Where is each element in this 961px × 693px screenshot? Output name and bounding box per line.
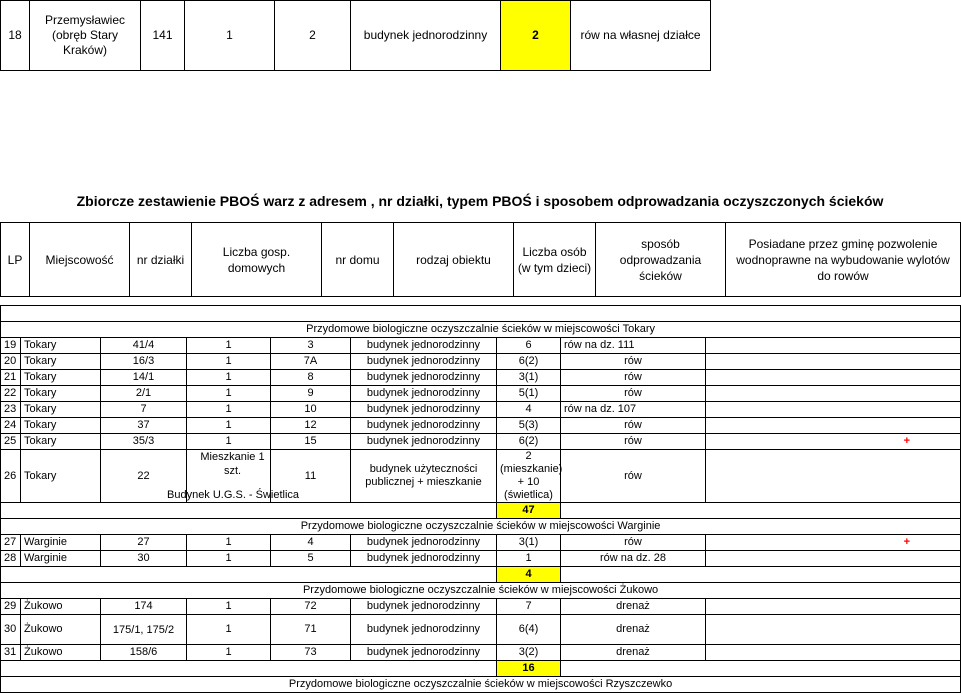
total-spacer — [1, 661, 497, 677]
cell-nr-dzialki: 22 — [101, 450, 187, 503]
cell-miejscowosc: Tokary — [21, 370, 101, 386]
cell-nr-domu: 72 — [271, 599, 351, 615]
cell-nr-dzialki: 158/6 — [101, 645, 187, 661]
cell-nr-domu: 2 — [275, 1, 351, 71]
page-title: Zbiorcze zestawienie PBOŚ warz z adresem , nr działki, typem PBOŚ i sposobem odprowadzania oczyszczonych ścieków — [76, 193, 884, 209]
cell-pozwolenie — [706, 450, 961, 503]
table-row — [1, 402, 961, 418]
cell-nr-dzialki: 7 — [101, 402, 187, 418]
cell-sposob: rów na dz. 111 — [561, 338, 706, 354]
cell-rodzaj: budynek jednorodzinny — [351, 418, 497, 434]
cell-miejscowosc: Żukowo — [21, 599, 101, 615]
cell-liczba-osob: 6 — [497, 338, 561, 354]
cell-nr-dzialki: 27 — [101, 535, 187, 551]
cell-miejscowosc: Przemysławiec (obręb Stary Kraków) — [30, 1, 141, 71]
cell-liczba-gosp: 1 — [187, 386, 271, 402]
cell-nr-domu: 11 — [271, 450, 351, 503]
cell-rodzaj: budynek jednorodzinny — [351, 615, 497, 645]
cell-sposob: drenaż — [561, 645, 706, 661]
cell-nr-domu: 15 — [271, 434, 351, 450]
cell-pozwolenie — [706, 645, 961, 661]
spacer-row — [1, 306, 961, 322]
cell-rodzaj: budynek jednorodzinny — [351, 354, 497, 370]
cell-rodzaj: budynek jednorodzinny — [351, 535, 497, 551]
cell-pozwolenie — [706, 354, 961, 370]
cell-liczba-osob: 1 — [497, 551, 561, 567]
cell-lp: 20 — [1, 354, 21, 370]
total-zukowo: 16 — [497, 661, 561, 677]
cell-nr-dzialki: 30 — [101, 551, 187, 567]
cell-lp: 28 — [1, 551, 21, 567]
header-liczba-gosp: Liczba gosp. domowych — [192, 223, 322, 297]
cell-nr-domu: 8 — [271, 370, 351, 386]
cell-nr-domu: 73 — [271, 645, 351, 661]
cell-pozwolenie — [706, 386, 961, 402]
section-header-warginie: Przydomowe biologiczne oczyszczalnie ścieków w miejscowości Warginie — [1, 519, 961, 535]
cell-miejscowosc: Tokary — [21, 418, 101, 434]
cell-miejscowosc: Warginie — [21, 535, 101, 551]
header-table — [0, 222, 961, 297]
header-rodzaj: rodzaj obiektu — [394, 223, 514, 297]
cell-nr-dzialki: 141 — [141, 1, 185, 71]
cell-sposob: drenaż — [561, 599, 706, 615]
cell-lp: 26 — [1, 450, 21, 503]
cell-liczba-osob: 3(1) — [497, 535, 561, 551]
cell-miejscowosc: Tokary — [21, 402, 101, 418]
total-spacer — [1, 567, 497, 583]
cell-lp: 21 — [1, 370, 21, 386]
cell-nr-dzialki: 37 — [101, 418, 187, 434]
table-row — [1, 615, 961, 645]
cell-rodzaj: budynek jednorodzinny — [351, 1, 501, 71]
header-pozwolenie: Posiadane przez gminę pozwolenie wodnoprawne na wybudowanie wylotów do rowów — [726, 223, 961, 297]
cell-sposob: rów — [561, 354, 706, 370]
total-row-zukowo — [1, 661, 961, 677]
cell-lp: 25 — [1, 434, 21, 450]
cell-lp: 31 — [1, 645, 21, 661]
total-row-tokary — [1, 503, 961, 519]
cell-miejscowosc: Tokary — [21, 386, 101, 402]
cell-liczba-gosp: 1 — [187, 434, 271, 450]
cell-liczba-gosp: 1 — [187, 535, 271, 551]
cell-liczba-osob: 5(1) — [497, 386, 561, 402]
cell-liczba-gosp: 1 — [187, 338, 271, 354]
table-row — [1, 370, 961, 386]
cell-liczba-gosp: 1 — [187, 615, 271, 645]
cell-rodzaj: budynek jednorodzinny — [351, 434, 497, 450]
cell-liczba-osob: 6(2) — [497, 354, 561, 370]
cell-miejscowosc: Żukowo — [21, 645, 101, 661]
total-spacer — [1, 503, 497, 519]
gosp-mieszkanie: Mieszkanie 1 szt. — [200, 451, 265, 477]
cell-miejscowosc: Tokary — [21, 338, 101, 354]
cell-lp: 23 — [1, 402, 21, 418]
cell-miejscowosc: Tokary — [21, 354, 101, 370]
cell-rodzaj: budynek jednorodzinny — [351, 370, 497, 386]
cell-lp: 22 — [1, 386, 21, 402]
cell-sposob: rów — [561, 418, 706, 434]
cell-pozwolenie — [706, 370, 961, 386]
cell-sposob: rów — [561, 370, 706, 386]
cell-liczba-gosp: 1 — [187, 645, 271, 661]
cell-lp: 27 — [1, 535, 21, 551]
section-header-rzyszczewko: Przydomowe biologiczne oczyszczalnie ścieków w miejscowości Rzyszczewko — [1, 677, 961, 693]
cell-rodzaj: budynek jednorodzinny — [351, 338, 497, 354]
cell-miejscowosc: Warginie — [21, 551, 101, 567]
cell-sposob: drenaż — [561, 615, 706, 645]
total-spacer-right — [561, 661, 961, 677]
header-nr-dzialki: nr działki — [130, 223, 192, 297]
total-warginie: 4 — [497, 567, 561, 583]
cell-miejscowosc: Tokary — [21, 434, 101, 450]
cell-sposob: rów na własnej działce — [571, 1, 711, 71]
cell-sposob: rów na dz. 28 — [561, 551, 706, 567]
cell-nr-dzialki: 41/4 — [101, 338, 187, 354]
cell-nr-domu: 7A — [271, 354, 351, 370]
cell-miejscowosc: Żukowo — [21, 615, 101, 645]
cell-rodzaj: budynek jednorodzinny — [351, 402, 497, 418]
cell-liczba-gosp: 1 — [185, 1, 275, 71]
cell-liczba-gosp: 1 — [187, 551, 271, 567]
table-row — [1, 551, 961, 567]
cell-liczba-osob: 6(2) — [497, 434, 561, 450]
total-tokary: 47 — [497, 503, 561, 519]
gosp-swietlica: Budynek U.G.S. - Świetlica — [167, 489, 300, 501]
cell-liczba-gosp: 1 — [187, 599, 271, 615]
cell-lp: 24 — [1, 418, 21, 434]
table-row — [1, 450, 961, 503]
total-spacer-right — [561, 567, 961, 583]
cell-miejscowosc: Tokary — [21, 450, 101, 503]
cell-nr-dzialki: 2/1 — [101, 386, 187, 402]
table-row — [1, 599, 961, 615]
cell-liczba-osob: 4 — [497, 402, 561, 418]
cell-sposob: rów — [561, 535, 706, 551]
header-liczba-osob: Liczba osób (w tym dzieci) — [514, 223, 596, 297]
cell-nr-dzialki: 35/3 — [101, 434, 187, 450]
table-row — [1, 418, 961, 434]
header-sposob: sposób odprowadzania ścieków — [596, 223, 726, 297]
cell-lp: 18 — [1, 1, 30, 71]
cell-rodzaj: budynek użyteczności publicznej + mieszkanie — [351, 450, 497, 503]
cell-liczba-gosp: 1 — [187, 354, 271, 370]
table-row — [1, 535, 961, 551]
cell-liczba-gosp — [167, 450, 300, 503]
cell-pozwolenie — [706, 338, 961, 354]
cell-nr-domu: 4 — [271, 535, 351, 551]
cell-lp: 29 — [1, 599, 21, 615]
data-table — [0, 305, 961, 693]
cell-nr-dzialki: 174 — [101, 599, 187, 615]
cell-liczba-gosp: 1 — [187, 402, 271, 418]
header-miejscowosc: Miejscowość — [30, 223, 130, 297]
table-row — [1, 338, 961, 354]
table-row — [1, 645, 961, 661]
cell-nr-dzialki: 14/1 — [101, 370, 187, 386]
cell-pozwolenie — [706, 599, 961, 615]
cell-pozwolenie: + — [706, 434, 961, 450]
top-row-table — [0, 0, 711, 71]
cell-liczba-osob: 2 — [501, 1, 571, 71]
cell-liczba-osob: 3(1) — [497, 370, 561, 386]
cell-nr-domu: 3 — [271, 338, 351, 354]
cell-rodzaj: budynek jednorodzinny — [351, 599, 497, 615]
cell-rodzaj: budynek jednorodzinny — [351, 551, 497, 567]
cell-liczba-osob: 2 (mieszkanie) + 10 (świetlica) — [497, 450, 561, 503]
cell-rodzaj: budynek jednorodzinny — [351, 645, 497, 661]
cell-liczba-osob: 7 — [497, 599, 561, 615]
cell-lp: 19 — [1, 338, 21, 354]
cell-nr-dzialki: 175/1, 175/2 — [101, 615, 187, 645]
cell-liczba-osob: 3(2) — [497, 645, 561, 661]
cell-nr-domu: 9 — [271, 386, 351, 402]
table-row — [1, 354, 961, 370]
cell-rodzaj: budynek jednorodzinny — [351, 386, 497, 402]
cell-pozwolenie: + — [706, 535, 961, 551]
table-row — [1, 434, 961, 450]
cell-liczba-osob: 5(3) — [497, 418, 561, 434]
section-header-tokary: Przydomowe biologiczne oczyszczalnie ścieków w miejscowości Tokary — [1, 322, 961, 338]
cell-liczba-osob: 6(4) — [497, 615, 561, 645]
cell-pozwolenie — [706, 418, 961, 434]
header-lp: LP — [1, 223, 30, 297]
cell-sposob: rów — [561, 386, 706, 402]
cell-pozwolenie — [706, 615, 961, 645]
cell-nr-domu: 71 — [271, 615, 351, 645]
cell-pozwolenie — [706, 551, 961, 567]
cell-liczba-gosp: 1 — [187, 370, 271, 386]
cell-nr-dzialki: 16/3 — [101, 354, 187, 370]
total-spacer-right — [561, 503, 961, 519]
cell-sposob: rów — [561, 434, 706, 450]
cell-nr-domu: 5 — [271, 551, 351, 567]
cell-nr-domu: 12 — [271, 418, 351, 434]
table-row — [1, 386, 961, 402]
cell-lp: 30 — [1, 615, 21, 645]
header-nr-domu: nr domu — [322, 223, 394, 297]
cell-sposob: rów — [561, 450, 706, 503]
total-row-warginie — [1, 567, 961, 583]
cell-sposob: rów na dz. 107 — [561, 402, 706, 418]
section-header-zukowo: Przydomowe biologiczne oczyszczalnie ścieków w miejscowości Żukowo — [1, 583, 961, 599]
cell-pozwolenie — [706, 402, 961, 418]
cell-liczba-gosp: 1 — [187, 418, 271, 434]
cell-nr-domu: 10 — [271, 402, 351, 418]
